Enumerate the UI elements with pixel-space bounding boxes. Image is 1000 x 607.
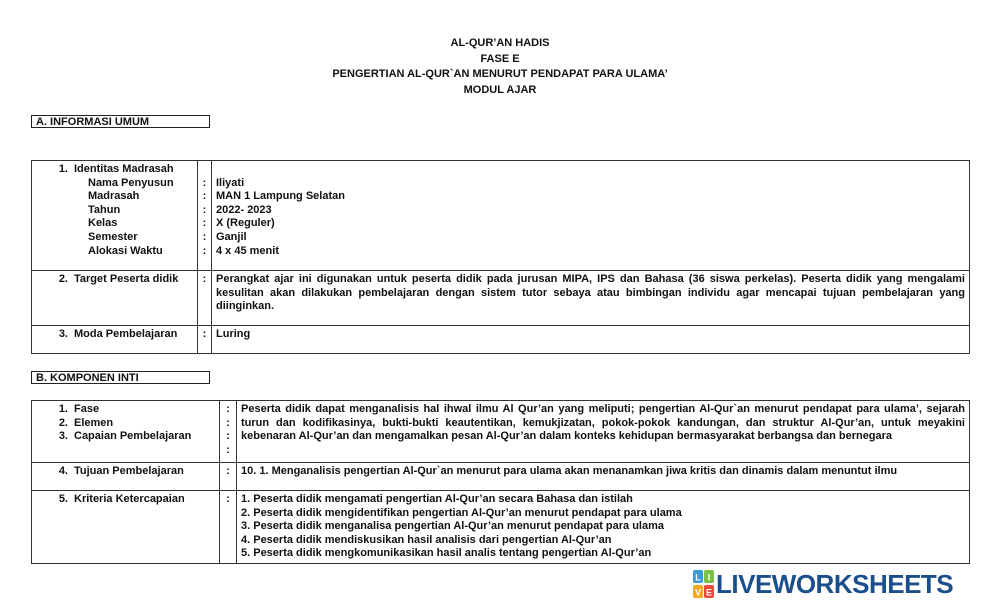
field-label: Tahun — [88, 203, 121, 216]
header-line-2: FASE E — [480, 52, 520, 65]
badge-letter: I — [707, 572, 711, 583]
identitas-heading: Identitas Madrasah — [74, 163, 174, 175]
row-value-cell — [212, 161, 970, 271]
section-b-title: B. KOMPONEN INTI — [31, 371, 210, 384]
document-header — [0, 36, 1000, 98]
row-number: 3. — [58, 430, 68, 443]
colon: : — [202, 230, 207, 243]
colon: : — [202, 244, 207, 257]
field-value: MAN 1 Lampung Selatan — [216, 190, 345, 203]
field-value: 2022- 2023 — [216, 203, 272, 216]
colon: : — [226, 403, 230, 415]
colon-cell: : — [198, 271, 212, 326]
colon-cell: : — [220, 491, 237, 564]
field-label: Semester — [88, 230, 138, 243]
capaian-value: Peserta didik dapat menganalisis hal ihwal ilmu Al Qur’an yang meliputi; pengertian Al-Qur`an menurut pendapat para ulama’, sejarah turun dan kodifikasinya, bukti-bukti keautentikan, kemukjizatan, pokok-pokok kandungan, dan struktur Al-Qur’an, untuk meyakini kebenaran Al-Qur’an dan mengamalkan pesan Al-Qur’an dalam konteks kehidupan bermasyarakat berbangsa dan bernegara — [237, 401, 970, 463]
liveworksheets-logo[interactable] — [693, 567, 993, 601]
table-row — [32, 463, 970, 491]
colon-cell: : — [198, 326, 212, 354]
table-row — [32, 401, 970, 463]
header-line-3: PENGERTIAN AL-QUR`AN MENURUT PENDAPAT PARA ULAMA’ — [332, 68, 668, 80]
header-line-1: AL-QUR’AN HADIS — [450, 37, 550, 49]
table-row — [32, 271, 970, 326]
list-item: 2. Peserta didik mengidentifikan pengertian Al-Qur’an menurut pendapat para ulama — [241, 506, 682, 519]
kriteria-value — [237, 491, 970, 564]
colon-cell — [220, 401, 237, 463]
table-row — [32, 326, 970, 354]
list-item: 5. Peserta didik mengkomunikasikan hasil analis tentang pengertian Al-Qur’an — [241, 547, 652, 560]
target-label: Target Peserta didik — [74, 273, 179, 285]
colon: : — [226, 430, 230, 443]
kriteria-label: Kriteria Ketercapaian — [74, 493, 185, 505]
field-label: Alokasi Waktu — [88, 244, 163, 257]
field-value: 4 x 45 menit — [216, 244, 279, 257]
field-value: Iliyati — [216, 176, 245, 189]
colon: : — [226, 416, 230, 429]
logo-badge-icon — [693, 570, 715, 600]
section-a-title: A. INFORMASI UMUM — [31, 115, 210, 128]
elemen-label: Elemen — [74, 416, 114, 429]
tujuan-label: Tujuan Pembelajaran — [74, 465, 184, 477]
row-number: 5. — [58, 493, 68, 505]
list-item: 1. Peserta didik mengamati pengertian Al-Qur’an secara Bahasa dan istilah — [241, 493, 633, 505]
badge-letter: E — [705, 587, 713, 598]
logo-text: LIVEWORKSHEETS — [716, 569, 954, 599]
colon-cell: : — [220, 463, 237, 491]
row-label-cell — [32, 491, 220, 564]
moda-value: Luring — [212, 326, 970, 354]
field-label: Nama Penyusun — [88, 176, 174, 189]
badge-letter: V — [694, 587, 702, 598]
row-number: 1. — [58, 403, 68, 415]
row-label-cell — [32, 463, 220, 491]
row-label-cell — [32, 161, 198, 271]
table-row — [32, 161, 970, 271]
badge-letter: L — [695, 572, 701, 583]
target-value: Perangkat ajar ini digunakan untuk peserta didik pada jurusan MIPA, IPS dan Bahasa (36 siswa perkelas). Peserta didik yang mengalami kesulitan akan dilakukan pembelajaran dengan sistem tutor sebaya atau bimbingan individu agar mencapai tujuan pembelajaran yang diinginkan. — [212, 271, 970, 326]
moda-label: Moda Pembelajaran — [74, 328, 178, 340]
row-number: 4. — [58, 465, 68, 477]
informasi-umum-table — [31, 160, 970, 354]
field-value: Ganjil — [216, 230, 247, 243]
colon: : — [226, 443, 230, 456]
row-label-cell — [32, 401, 220, 463]
header-line-4: MODUL AJAR — [463, 83, 537, 96]
tujuan-value: 10. 1. Menganalisis pengertian Al-Qur`an menurut para ulama akan menanamkan jiwa kritis dan dinamis dalam menuntut ilmu — [237, 463, 970, 491]
capaian-label: Capaian Pembelajaran — [74, 430, 192, 443]
row-number: 1. — [58, 163, 68, 175]
colon: : — [202, 190, 207, 203]
fase-label: Fase — [74, 403, 100, 415]
field-value: X (Reguler) — [216, 217, 275, 230]
colon: : — [202, 176, 207, 189]
list-item: 4. Peserta didik mendiskusikan hasil analisis dari pengertian Al-Qur’an — [241, 533, 612, 546]
row-label-cell — [32, 271, 198, 326]
colon: : — [202, 203, 207, 216]
list-item: 3. Peserta didik menganalisa pengertian Al-Qur’an menurut pendapat para ulama — [241, 520, 665, 533]
field-label: Kelas — [88, 217, 118, 230]
komponen-inti-table — [31, 400, 970, 564]
colon-cell — [198, 161, 212, 271]
row-number: 2. — [58, 273, 68, 285]
colon: : — [202, 217, 207, 230]
row-number: 3. — [58, 328, 68, 340]
field-label: Madrasah — [88, 190, 140, 203]
table-row — [32, 491, 970, 564]
row-label-cell — [32, 326, 198, 354]
row-number: 2. — [58, 416, 68, 429]
